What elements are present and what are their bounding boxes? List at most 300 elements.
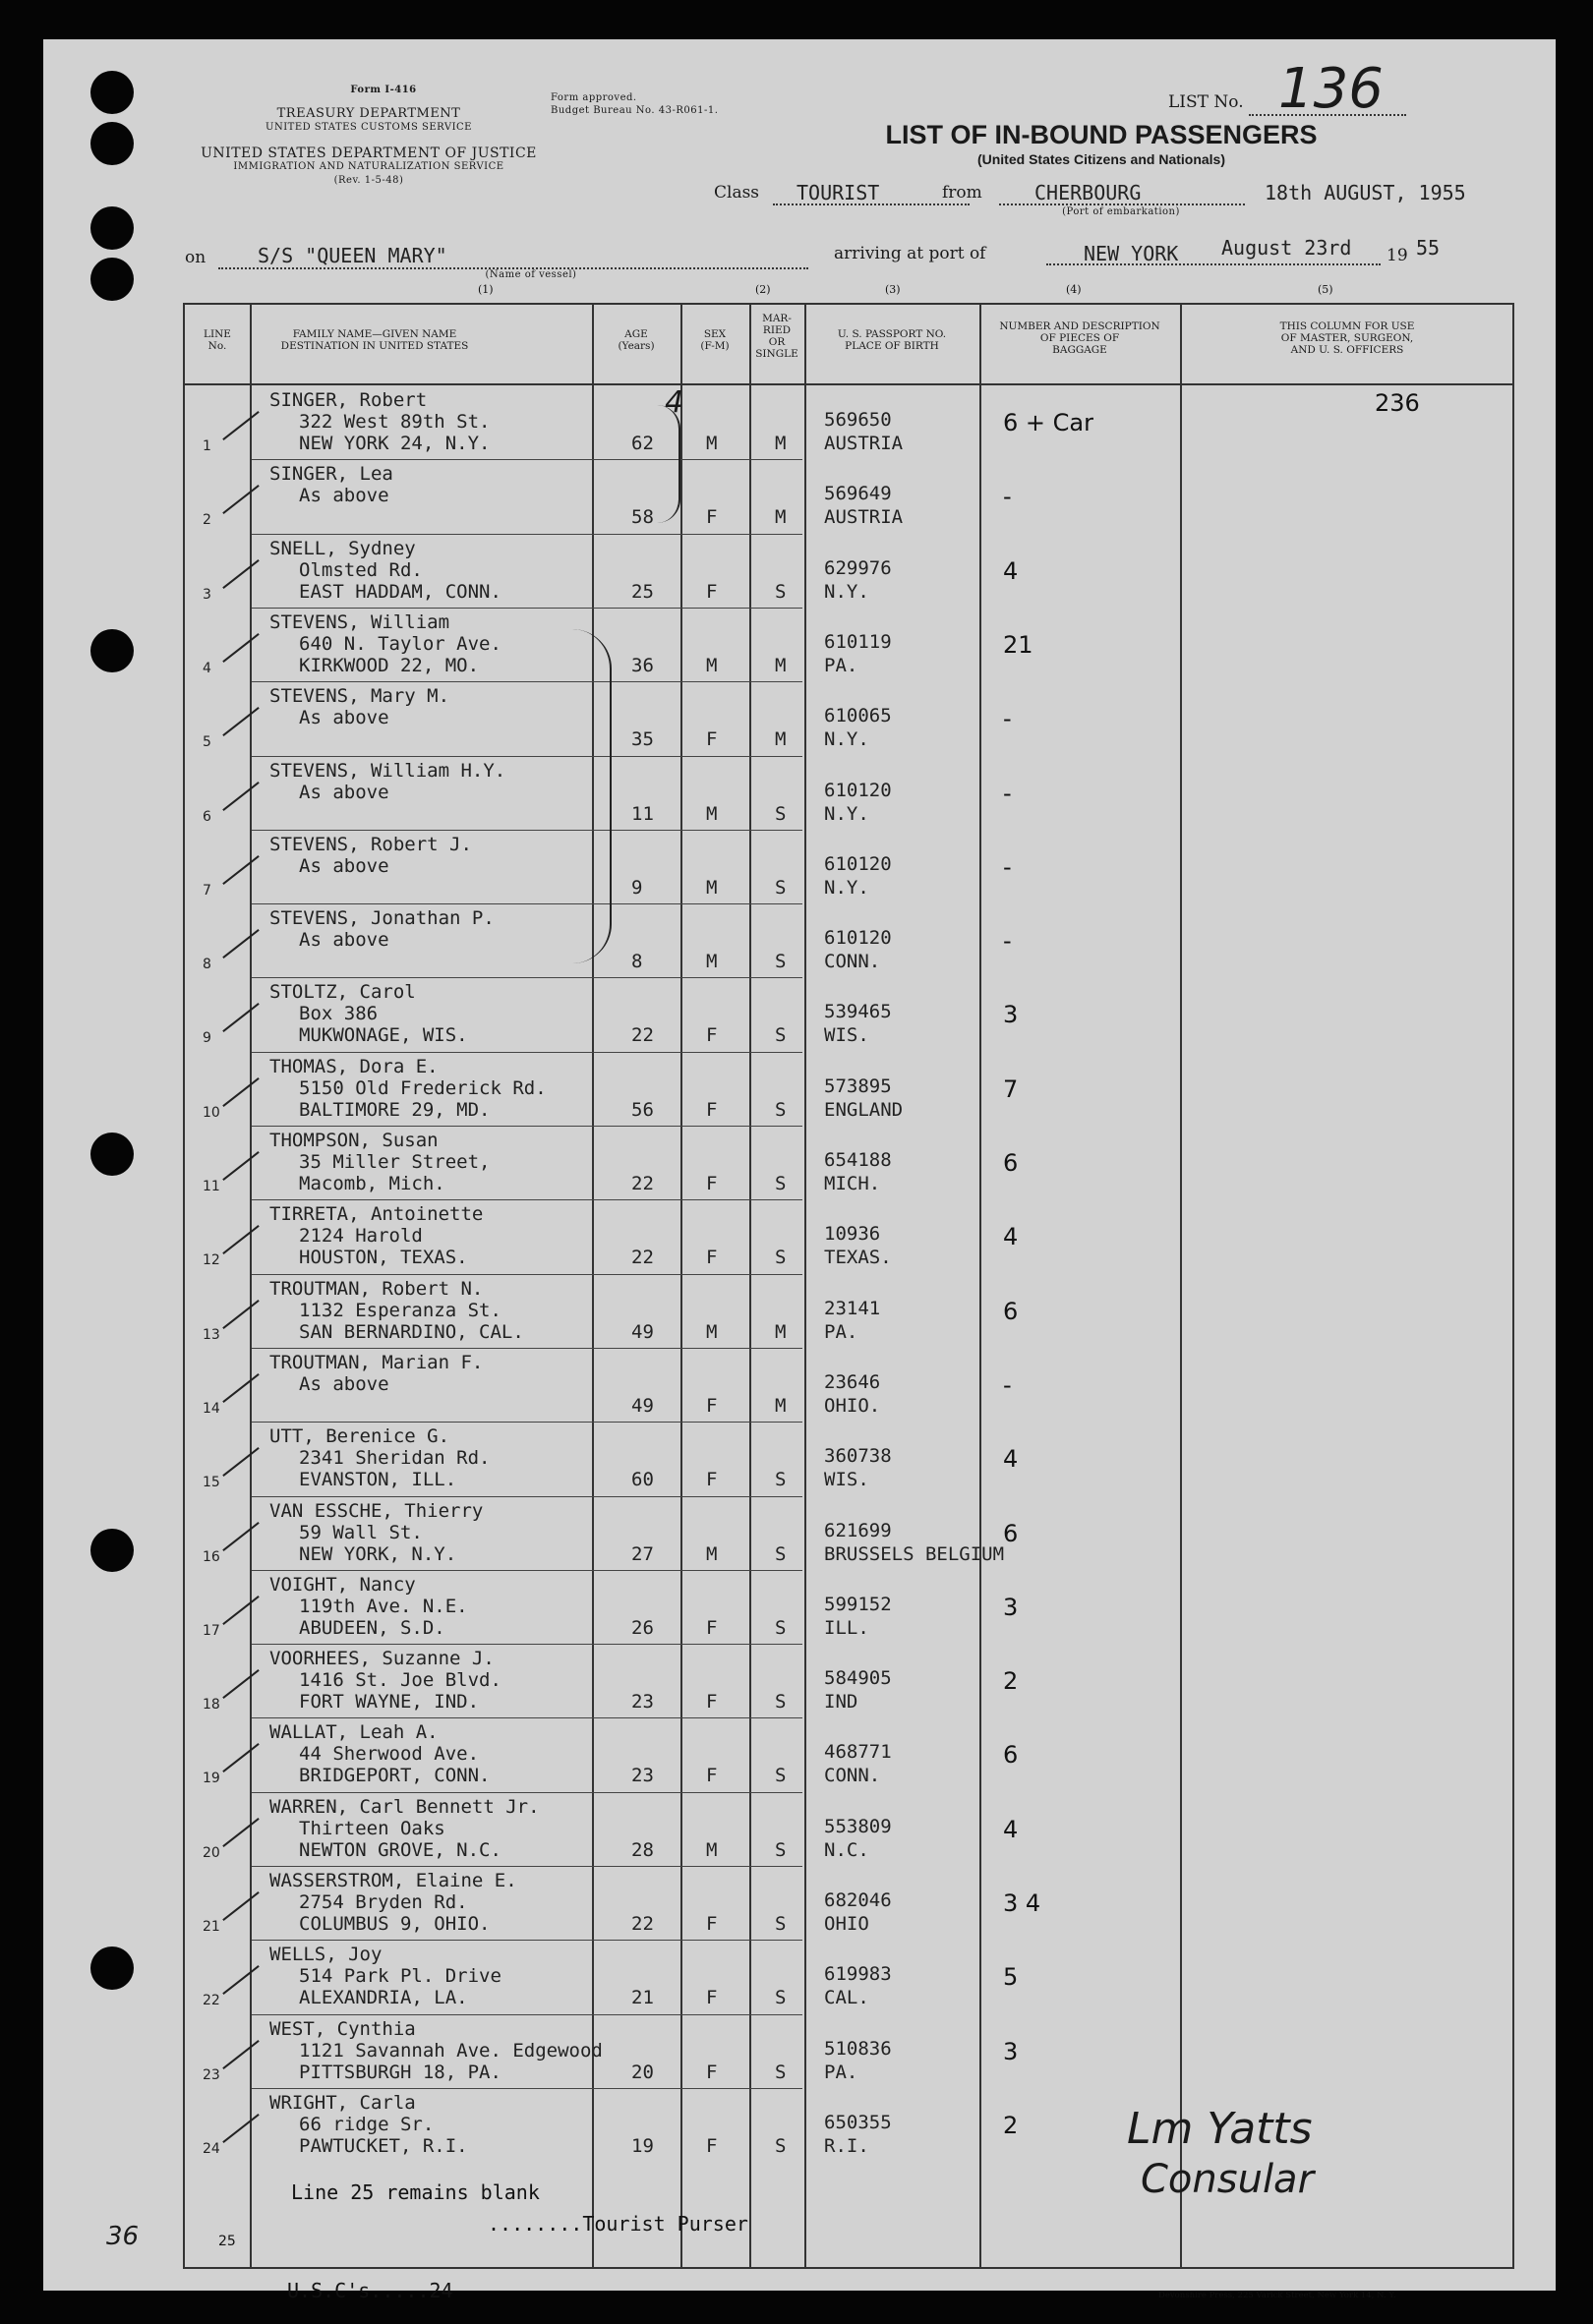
passenger-age: 23 (631, 1765, 654, 1786)
passenger-marital-status: S (775, 581, 787, 603)
class-value: TOURIST (796, 181, 880, 204)
table-row (183, 681, 1514, 755)
passenger-name: WASSERSTROM, Elaine E. (269, 1870, 517, 1891)
arriving-label: arriving at port of (834, 244, 986, 263)
port-of-embarkation: CHERBOURG (1034, 181, 1142, 204)
vessel-name: S/S "QUEEN MARY" (258, 244, 447, 267)
passenger-sex: F (706, 581, 718, 603)
table-row (183, 1644, 1514, 1717)
passenger-name: STEVENS, Robert J. (269, 834, 472, 855)
line-number: 24 (203, 2141, 220, 2157)
passenger-sex: F (706, 1913, 718, 1935)
passenger-address-line1: 44 Sherwood Ave. (299, 1743, 480, 1765)
table-row (183, 385, 1514, 459)
passport-number: 610120 (824, 927, 892, 949)
passenger-sex: F (706, 1691, 718, 1713)
passenger-marital-status: S (775, 1469, 787, 1490)
place-of-birth: R.I. (824, 2135, 869, 2157)
passenger-address-line1: 2124 Harold (299, 1225, 423, 1247)
check-mark (222, 1669, 259, 1699)
baggage-description: 21 (1003, 631, 1033, 659)
check-mark (222, 1596, 259, 1625)
passenger-age: 58 (631, 506, 654, 528)
baggage-description: 6 + Car (1003, 409, 1093, 436)
passenger-address-line2: NEW YORK, N.Y. (299, 1543, 457, 1565)
header-baggage: NUMBER AND DESCRIPTION OF PIECES OF BAGGAGE (999, 320, 1160, 356)
from-label: from (942, 183, 982, 203)
passenger-marital-status: S (775, 2062, 787, 2083)
passenger-address-line2: HOUSTON, TEXAS. (299, 1247, 468, 1268)
place-of-birth: PA. (824, 2062, 858, 2083)
header-sex: SEX (F-M) (700, 328, 730, 352)
customs-service: UNITED STATES CUSTOMS SERVICE (266, 122, 472, 133)
line-25-remains-blank: Line 25 remains blank (291, 2180, 540, 2204)
line-number: 6 (203, 809, 211, 825)
passenger-name: TIRRETA, Antoinette (269, 1203, 484, 1225)
line-25-number: 25 (218, 2234, 236, 2249)
passenger-address-line1: Thirteen Oaks (299, 1818, 445, 1839)
passenger-address-line1: As above (299, 485, 389, 506)
passenger-address-line2: NEW YORK 24, N.Y. (299, 433, 491, 454)
passenger-sex: F (706, 1024, 718, 1046)
approval-line1: Form approved. (551, 92, 637, 103)
margin-number: 36 (106, 2222, 140, 2251)
row-separator (252, 2014, 802, 2015)
line-number: 16 (203, 1549, 220, 1565)
passenger-name: THOMPSON, Susan (269, 1130, 439, 1151)
passenger-sex: M (706, 655, 718, 676)
passport-number: 569650 (824, 409, 892, 431)
arrival-date: August 23rd (1221, 236, 1352, 260)
passenger-sex: F (706, 1173, 718, 1194)
immigration-service: IMMIGRATION AND NATURALIZATION SERVICE (233, 161, 504, 172)
passenger-address-line2: MUKWONAGE, WIS. (299, 1024, 468, 1046)
place-of-birth: N.Y. (824, 803, 869, 825)
passenger-age: 27 (631, 1543, 654, 1565)
passenger-age: 23 (631, 1691, 654, 1713)
table-row (183, 1866, 1514, 1940)
passenger-address-line2: PAWTUCKET, R.I. (299, 2135, 468, 2157)
passport-number: 619983 (824, 1963, 892, 1985)
passenger-marital-status: S (775, 1617, 787, 1639)
passenger-sex: M (706, 433, 718, 454)
line-number: 13 (203, 1327, 220, 1343)
passenger-name: VOIGHT, Nancy (269, 1574, 416, 1596)
table-row (183, 903, 1514, 977)
passport-number: 610120 (824, 780, 892, 801)
passenger-age: 25 (631, 581, 654, 603)
passenger-age: 19 (631, 2135, 654, 2157)
passenger-marital-status: S (775, 1839, 787, 1861)
passenger-address-line2: NEWTON GROVE, N.C. (299, 1839, 502, 1861)
check-mark (222, 1522, 259, 1551)
check-mark (222, 2040, 259, 2069)
line-number: 17 (203, 1623, 220, 1639)
check-mark (222, 1003, 259, 1032)
arrival-year-suffix: 55 (1416, 236, 1441, 260)
passport-number: 553809 (824, 1816, 892, 1837)
passenger-marital-status: S (775, 1913, 787, 1935)
line-number: 22 (203, 1993, 220, 2008)
line-number: 12 (203, 1252, 220, 1268)
table-row (183, 1940, 1514, 2013)
passenger-sex: F (706, 1617, 718, 1639)
column-number-4: (4) (1066, 283, 1082, 296)
row-separator (252, 681, 802, 682)
printer-imprint: Devonshire Press, 225 Varick Street, New York 14, N. Y. (1158, 2291, 1396, 2300)
place-of-birth: N.Y. (824, 581, 869, 603)
passenger-name: WEST, Cynthia (269, 2018, 416, 2040)
passenger-age: 20 (631, 2062, 654, 2083)
passenger-name: STEVENS, William (269, 611, 450, 633)
place-of-birth: OHIO. (824, 1395, 881, 1417)
passenger-age: 8 (631, 951, 643, 972)
baggage-description: - (1003, 853, 1012, 881)
check-mark (222, 559, 259, 589)
place-of-birth: PA. (824, 655, 858, 676)
purser-signature-line: ........Tourist Purser (488, 2212, 748, 2236)
embarkation-date: 18th AUGUST, 1955 (1265, 181, 1466, 204)
passenger-address-line2: EAST HADDAM, CONN. (299, 581, 502, 603)
passenger-address-line2: SAN BERNARDINO, CAL. (299, 1321, 524, 1343)
passenger-marital-status: M (775, 506, 787, 528)
place-of-birth: AUSTRIA (824, 433, 904, 454)
place-of-birth: OHIO (824, 1913, 869, 1935)
passenger-address-line2: Macomb, Mich. (299, 1173, 445, 1194)
passenger-address-line1: As above (299, 782, 389, 803)
baggage-description: 6 (1003, 1298, 1019, 1325)
passenger-name: TROUTMAN, Marian F. (269, 1352, 484, 1373)
form-revision: (Rev. 1-5-48) (333, 175, 404, 186)
table-row (183, 1126, 1514, 1199)
line-number: 11 (203, 1179, 220, 1194)
list-number-label: LIST No. (1168, 92, 1244, 112)
passenger-marital-status: M (775, 728, 787, 750)
passport-number: 654188 (824, 1149, 892, 1171)
passenger-address-line1: 2341 Sheridan Rd. (299, 1447, 491, 1469)
passenger-marital-status: S (775, 1099, 787, 1121)
passenger-name: VOORHEES, Suzanne J. (269, 1648, 495, 1669)
passenger-name: WARREN, Carl Bennett Jr. (269, 1796, 540, 1818)
row-separator (252, 534, 802, 535)
place-of-birth: ENGLAND (824, 1099, 904, 1121)
passenger-address-line1: 1132 Esperanza St. (299, 1300, 502, 1321)
check-mark (222, 485, 259, 514)
line-number: 9 (203, 1030, 211, 1046)
check-mark (222, 707, 259, 736)
passenger-sex: F (706, 1247, 718, 1268)
line-number: 21 (203, 1919, 220, 1935)
passenger-address-line1: As above (299, 707, 389, 728)
passenger-name: SINGER, Robert (269, 389, 428, 411)
passenger-address-line2: KIRKWOOD 22, MO. (299, 655, 480, 676)
table-row (183, 608, 1514, 681)
header-officers: THIS COLUMN FOR USE OF MASTER, SURGEON, AND U. S. OFFICERS (1279, 320, 1415, 356)
passenger-address-line1: 640 N. Taylor Ave. (299, 633, 502, 655)
baggage-description: - (1003, 780, 1012, 807)
passenger-name: STOLTZ, Carol (269, 981, 416, 1003)
passport-number: 610120 (824, 853, 892, 875)
column-number-1: (1) (478, 283, 494, 296)
passenger-age: 22 (631, 1024, 654, 1046)
passenger-address-line2: FORT WAYNE, IND. (299, 1691, 480, 1713)
passport-number: 569649 (824, 483, 892, 504)
place-of-birth: IND (824, 1691, 858, 1713)
row-separator (252, 1496, 802, 1497)
passenger-age: 35 (631, 728, 654, 750)
row-separator (252, 756, 802, 757)
passenger-age: 49 (631, 1321, 654, 1343)
table-row (183, 1792, 1514, 1866)
baggage-description: - (1003, 1371, 1012, 1399)
passport-number: 682046 (824, 1889, 892, 1911)
table-row (183, 1422, 1514, 1495)
passenger-name: SNELL, Sydney (269, 538, 416, 559)
row-separator (252, 608, 802, 609)
passenger-sex: F (706, 1099, 718, 1121)
passenger-sex: F (706, 2062, 718, 2083)
line-number: 18 (203, 1697, 220, 1713)
column-number-2: (2) (755, 283, 771, 296)
header-name: FAMILY NAME—GIVEN NAME DESTINATION IN UNITED STATES (280, 328, 469, 352)
passenger-age: 9 (631, 877, 643, 899)
list-number: 136 (1278, 57, 1384, 121)
passenger-sex: F (706, 728, 718, 750)
passenger-name: THOMAS, Dora E. (269, 1056, 439, 1077)
passport-number: 23646 (824, 1371, 881, 1393)
passenger-address-line2: BRIDGEPORT, CONN. (299, 1765, 491, 1786)
row-separator (252, 459, 802, 460)
row-separator (252, 977, 802, 978)
passport-number: 10936 (824, 1223, 881, 1245)
table-row (183, 830, 1514, 903)
row-separator (252, 1644, 802, 1645)
passenger-name: VAN ESSCHE, Thierry (269, 1500, 484, 1522)
table-row (183, 977, 1514, 1051)
check-mark (222, 855, 259, 885)
check-mark (222, 1077, 259, 1107)
passenger-age: 49 (631, 1395, 654, 1417)
passenger-sex: F (706, 1395, 718, 1417)
passenger-name: STEVENS, Mary M. (269, 685, 450, 707)
passenger-sex: F (706, 506, 718, 528)
row-separator (252, 903, 802, 904)
baggage-description: 6 (1003, 1741, 1019, 1769)
place-of-birth: BRUSSELS BELGIUM (824, 1543, 1005, 1565)
header-passport: U. S. PASSPORT NO. PLACE OF BIRTH (837, 328, 947, 352)
passenger-address-line2: EVANSTON, ILL. (299, 1469, 457, 1490)
passport-number: 539465 (824, 1001, 892, 1022)
header-line-no: LINE No. (204, 328, 231, 352)
passenger-age: 62 (631, 433, 654, 454)
passenger-address-line2: ALEXANDRIA, LA. (299, 1987, 468, 2008)
column-number-5: (5) (1318, 283, 1333, 296)
row-separator (252, 1274, 802, 1275)
passenger-address-line1: 1416 St. Joe Blvd. (299, 1669, 502, 1691)
consular-signature: Consular (1141, 2157, 1315, 2202)
row-separator (252, 1199, 802, 1200)
passenger-name: WRIGHT, Carla (269, 2092, 416, 2114)
passenger-address-line1: 322 West 89th St. (299, 411, 491, 433)
binder-hole (90, 1946, 134, 1990)
passenger-address-line1: Olmsted Rd. (299, 559, 423, 581)
vessel-caption: (Name of vessel) (485, 269, 577, 280)
passenger-age: 36 (631, 655, 654, 676)
line-number: 3 (203, 587, 211, 603)
table-row (183, 534, 1514, 608)
binder-hole (90, 1133, 134, 1176)
passenger-marital-status: S (775, 1543, 787, 1565)
class-label: Class (714, 183, 760, 203)
line-number: 20 (203, 1845, 220, 1861)
table-row (183, 2088, 1514, 2162)
baggage-description: 2 (1003, 2112, 1019, 2139)
line-number: 19 (203, 1771, 220, 1786)
place-of-birth: TEXAS. (824, 1247, 892, 1268)
passenger-marital-status: S (775, 2135, 787, 2157)
column-number-3: (3) (885, 283, 901, 296)
baggage-description: 3 (1003, 1001, 1019, 1028)
row-separator (252, 1792, 802, 1793)
passenger-address-line1: 5150 Old Frederick Rd. (299, 1077, 547, 1099)
passenger-address-line1: 35 Miller Street, (299, 1151, 491, 1173)
line-number: 2 (203, 512, 211, 528)
binder-hole (90, 71, 134, 114)
header-age: AGE (Years) (618, 328, 655, 352)
passenger-sex: F (706, 1987, 718, 2008)
passenger-address-line1: As above (299, 1373, 389, 1395)
header-married: MAR- RIED OR SINGLE (755, 313, 798, 360)
passenger-age: 22 (631, 1173, 654, 1194)
baggage-description: - (1003, 927, 1012, 955)
table-row (183, 1274, 1514, 1348)
table-row (183, 1348, 1514, 1422)
place-of-birth: MICH. (824, 1173, 881, 1194)
baggage-description: 2 (1003, 1667, 1019, 1695)
passenger-marital-status: S (775, 1247, 787, 1268)
passenger-marital-status: M (775, 1321, 787, 1343)
passport-number: 650355 (824, 2112, 892, 2133)
check-mark (222, 411, 259, 440)
row-separator (252, 830, 802, 831)
officer-signature: Lm Yatts (1127, 2104, 1313, 2154)
passenger-marital-status: S (775, 803, 787, 825)
passenger-address-line2: BALTIMORE 29, MD. (299, 1099, 491, 1121)
passenger-name: SINGER, Lea (269, 463, 393, 485)
passenger-address-line1: 66 ridge Sr. (299, 2114, 435, 2135)
passport-number: 610119 (824, 631, 892, 653)
passenger-sex: F (706, 1469, 718, 1490)
passenger-name: STEVENS, William H.Y. (269, 760, 506, 782)
check-mark (222, 633, 259, 663)
check-mark (222, 1891, 259, 1921)
baggage-description: 4 (1003, 557, 1019, 585)
row-separator (252, 1422, 802, 1423)
passenger-age: 22 (631, 1913, 654, 1935)
passenger-age: 11 (631, 803, 654, 825)
passenger-address-line2: ABUDEEN, S.D. (299, 1617, 445, 1639)
passenger-address-line1: 59 Wall St. (299, 1522, 423, 1543)
passport-number: 573895 (824, 1075, 892, 1097)
passenger-marital-status: S (775, 1987, 787, 2008)
place-of-birth: PA. (824, 1321, 858, 1343)
passenger-marital-status: S (775, 1765, 787, 1786)
binder-hole (90, 122, 134, 165)
baggage-description: 7 (1003, 1075, 1019, 1103)
passenger-age: 60 (631, 1469, 654, 1490)
baggage-description: 5 (1003, 1963, 1019, 1991)
passenger-age: 26 (631, 1617, 654, 1639)
passenger-address-line1: 514 Park Pl. Drive (299, 1965, 502, 1987)
row-separator (252, 1866, 802, 1867)
table-row (183, 756, 1514, 830)
place-of-birth: N.Y. (824, 728, 869, 750)
baggage-description: 3 (1003, 2038, 1019, 2065)
check-mark (222, 782, 259, 811)
place-of-birth: CONN. (824, 1765, 881, 1786)
passenger-address-line1: 2754 Bryden Rd. (299, 1891, 468, 1913)
line-number: 1 (203, 438, 211, 454)
passport-number: 510836 (824, 2038, 892, 2060)
place-of-birth: N.C. (824, 1839, 869, 1861)
place-of-birth: N.Y. (824, 877, 869, 899)
passenger-age: 21 (631, 1987, 654, 2008)
passenger-marital-status: S (775, 1691, 787, 1713)
table-row (183, 459, 1514, 533)
check-mark (222, 1151, 259, 1181)
officer-note: 236 (1375, 389, 1420, 417)
usc-count: U.S.C's.....24 (287, 2279, 453, 2302)
row-separator (252, 1940, 802, 1941)
passenger-sex: M (706, 877, 718, 899)
baggage-description: 4 (1003, 1445, 1019, 1473)
place-of-birth: WIS. (824, 1024, 869, 1046)
passenger-name: STEVENS, Jonathan P. (269, 907, 495, 929)
passenger-marital-status: M (775, 655, 787, 676)
check-mark (222, 1447, 259, 1477)
port-caption: (Port of embarkation) (1062, 206, 1180, 217)
table-row (183, 1199, 1514, 1273)
row-separator (252, 2088, 802, 2089)
check-mark (222, 1300, 259, 1329)
place-of-birth: CAL. (824, 1987, 869, 2008)
passenger-age: 56 (631, 1099, 654, 1121)
passenger-address-line1: Box 386 (299, 1003, 379, 1024)
family-bracket (657, 405, 680, 523)
passenger-sex: M (706, 1839, 718, 1861)
passenger-marital-status: M (775, 1395, 787, 1417)
on-label: on (185, 248, 206, 267)
line-number: 5 (203, 734, 211, 750)
check-mark (222, 1373, 259, 1403)
place-of-birth: CONN. (824, 951, 881, 972)
passenger-sex: M (706, 803, 718, 825)
row-separator (252, 1570, 802, 1571)
place-of-birth: ILL. (824, 1617, 869, 1639)
passenger-sex: M (706, 1321, 718, 1343)
binder-hole (90, 629, 134, 672)
check-mark (222, 1225, 259, 1254)
passport-number: 468771 (824, 1741, 892, 1763)
check-mark (222, 1818, 259, 1847)
handwritten-mark: 4 (665, 385, 684, 420)
check-mark (222, 2114, 259, 2143)
justice-department: UNITED STATES DEPARTMENT OF JUSTICE (201, 145, 537, 161)
passenger-name: WELLS, Joy (269, 1944, 383, 1965)
check-mark (222, 1965, 259, 1995)
passport-number: 599152 (824, 1594, 892, 1615)
row-separator (252, 1348, 802, 1349)
